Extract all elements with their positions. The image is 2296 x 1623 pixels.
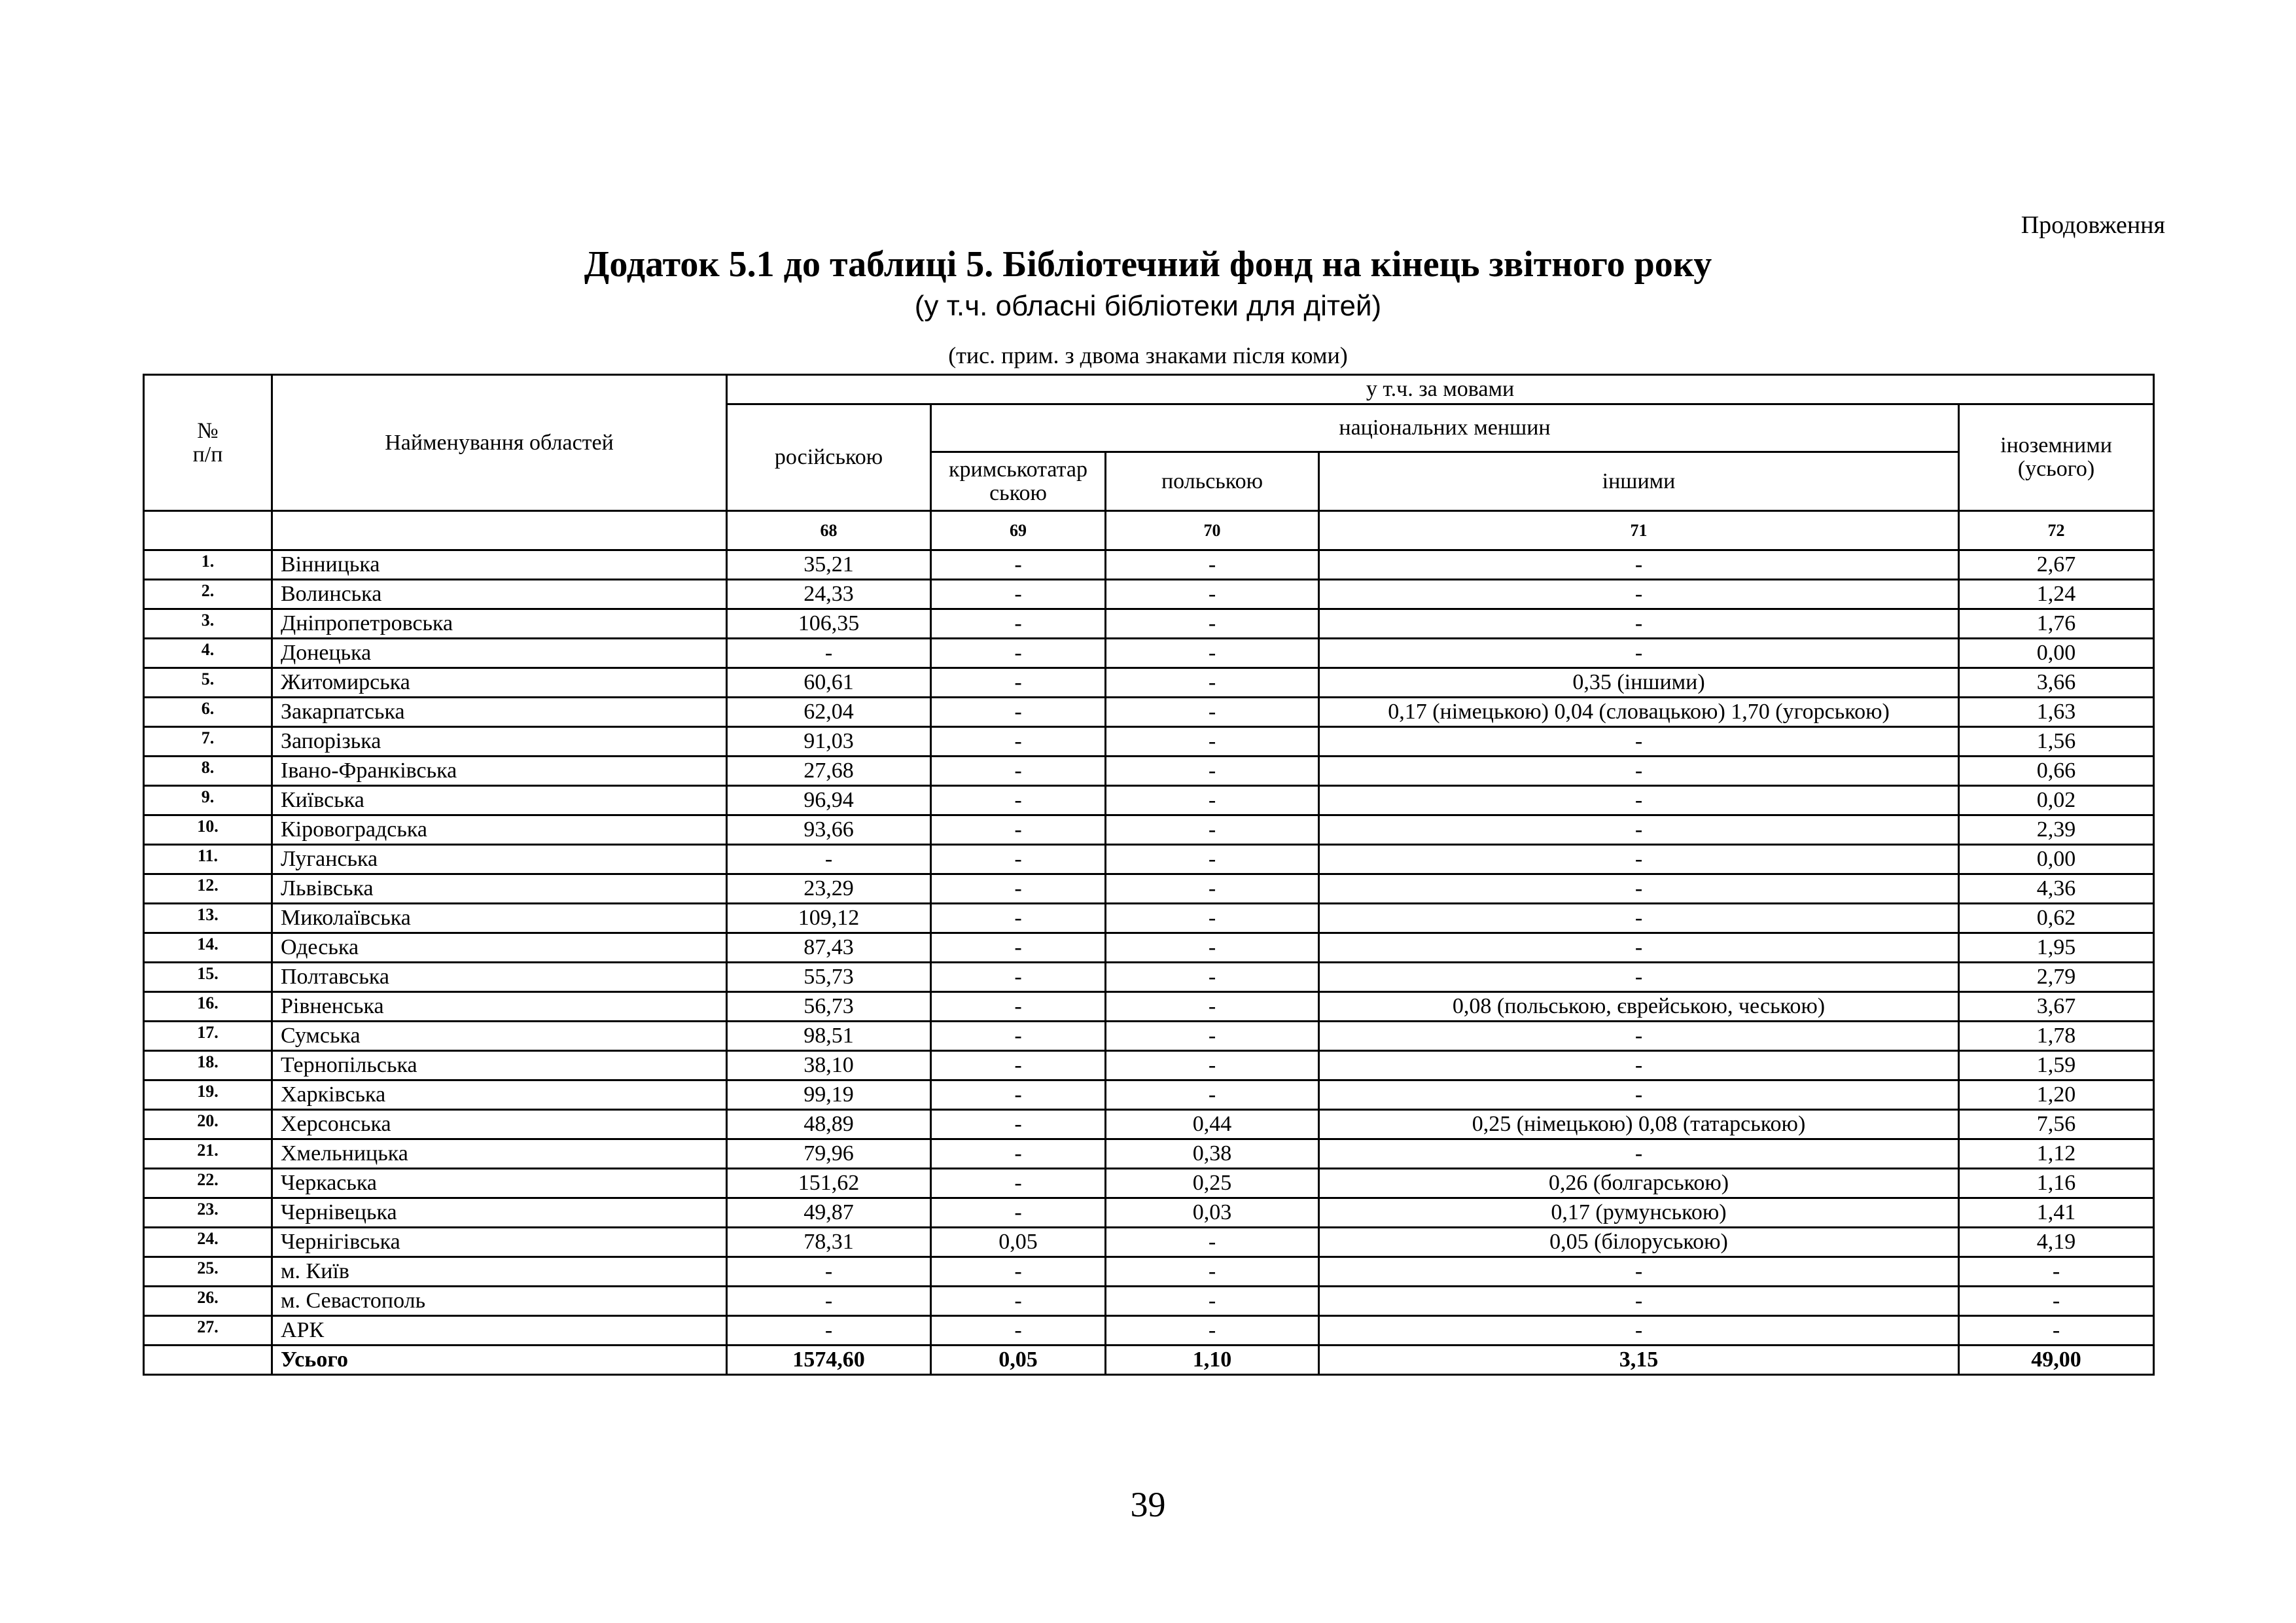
table-row [144,639,2154,668]
foreign-value: 0,62 [1959,904,2154,933]
russian-value: - [727,1316,931,1346]
region-name: Івано-Франківська [272,757,727,786]
polish-value: - [1106,609,1319,639]
table-row [144,1080,2154,1110]
header-num-blank [144,511,272,550]
russian-value: - [727,845,931,874]
russian-value: 49,87 [727,1198,931,1228]
continuation-label: Продовження [2021,211,2165,239]
region-name: Дніпропетровська [272,609,727,639]
crimean-tatar-value: - [931,1287,1106,1316]
polish-value: - [1106,1228,1319,1257]
russian-value: 78,31 [727,1228,931,1257]
row-number: 10. [144,815,272,845]
polish-value: 0,38 [1106,1139,1319,1169]
russian-value: 48,89 [727,1110,931,1139]
russian-value: 24,33 [727,580,931,609]
region-name: АРК [272,1316,727,1346]
table-row [144,580,2154,609]
total-russian: 1574,60 [727,1346,931,1375]
row-number: 21. [144,1139,272,1169]
polish-value: - [1106,698,1319,727]
foreign-value: 4,36 [1959,874,2154,904]
others-value: - [1319,963,1959,992]
polish-value: - [1106,874,1319,904]
russian-value: 151,62 [727,1169,931,1198]
table-row [144,668,2154,698]
polish-value: - [1106,963,1319,992]
total-num-cell [144,1346,272,1375]
crimean-tatar-value: - [931,609,1106,639]
table-row [144,1051,2154,1080]
table-row [144,1139,2154,1169]
row-number: 11. [144,845,272,874]
crimean-tatar-value: - [931,1080,1106,1110]
region-name: Чернігівська [272,1228,727,1257]
table-row [144,845,2154,874]
russian-value: 38,10 [727,1051,931,1080]
others-value: - [1319,1080,1959,1110]
col-number-71: 71 [1319,511,1959,550]
crimean-tatar-value: - [931,963,1106,992]
table-body [144,550,2154,1346]
russian-value: 93,66 [727,815,931,845]
page-title: Додаток 5.1 до таблиці 5. Бібліотечний фонд на кінець звітного року [584,244,1712,285]
polish-value: 0,03 [1106,1198,1319,1228]
table-row [144,992,2154,1022]
header-foreign: іноземними (усього) [1959,404,2154,511]
foreign-value: 3,66 [1959,668,2154,698]
units-note: (тис. прим. з двома знаками після коми) [948,342,1348,368]
header-polish: польською [1106,452,1319,511]
library-fund-table [143,374,2155,1376]
polish-value: - [1106,639,1319,668]
table-row [144,1110,2154,1139]
polish-value: - [1106,992,1319,1022]
row-number: 16. [144,992,272,1022]
row-number: 1. [144,550,272,580]
polish-value: - [1106,933,1319,963]
russian-value: - [727,1257,931,1287]
crimean-tatar-value: - [931,874,1106,904]
region-name: Вінницька [272,550,727,580]
header-region-name: Найменування областей [272,375,727,511]
region-name: Полтавська [272,963,727,992]
crimean-tatar-value: - [931,727,1106,757]
region-name: Хмельницька [272,1139,727,1169]
region-name: Одеська [272,933,727,963]
crimean-tatar-value: - [931,1316,1106,1346]
crimean-tatar-value: - [931,639,1106,668]
header-russian: російською [727,404,931,511]
crimean-tatar-value: - [931,1257,1106,1287]
polish-value: - [1106,1257,1319,1287]
row-number: 22. [144,1169,272,1198]
russian-value: 55,73 [727,963,931,992]
russian-value: 109,12 [727,904,931,933]
polish-value: - [1106,1051,1319,1080]
header-num: № п/п [144,375,272,511]
crimean-tatar-value: - [931,1169,1106,1198]
russian-value: 87,43 [727,933,931,963]
row-number: 6. [144,698,272,727]
crimean-tatar-value: - [931,1022,1106,1051]
row-number: 2. [144,580,272,609]
crimean-tatar-value: - [931,1198,1106,1228]
row-number: 4. [144,639,272,668]
polish-value: - [1106,845,1319,874]
foreign-value: 4,19 [1959,1228,2154,1257]
russian-value: 98,51 [727,1022,931,1051]
foreign-value: 1,63 [1959,698,2154,727]
crimean-tatar-value: - [931,1051,1106,1080]
page-subtitle: (у т.ч. обласні бібліотеки для дітей) [914,290,1382,322]
crimean-tatar-value: 0,05 [931,1228,1106,1257]
russian-value: 99,19 [727,1080,931,1110]
total-label: Усього [272,1346,727,1375]
row-number: 3. [144,609,272,639]
table-row [144,698,2154,727]
polish-value: 0,44 [1106,1110,1319,1139]
total-others: 3,15 [1319,1346,1959,1375]
region-name: Тернопільська [272,1051,727,1080]
table-row [144,550,2154,580]
region-name: Запорізька [272,727,727,757]
crimean-tatar-value: - [931,757,1106,786]
russian-value: - [727,639,931,668]
region-name: м. Севастополь [272,1287,727,1316]
region-name: Волинська [272,580,727,609]
crimean-tatar-value: - [931,992,1106,1022]
row-number: 9. [144,786,272,815]
region-name: м. Київ [272,1257,727,1287]
others-value: - [1319,639,1959,668]
foreign-value: 0,66 [1959,757,2154,786]
russian-value: 60,61 [727,668,931,698]
row-number: 25. [144,1257,272,1287]
foreign-value: 2,39 [1959,815,2154,845]
polish-value: - [1106,786,1319,815]
table-row [144,874,2154,904]
polish-value: - [1106,815,1319,845]
crimean-tatar-value: - [931,668,1106,698]
polish-value: - [1106,1022,1319,1051]
others-value: - [1319,757,1959,786]
foreign-value: 0,00 [1959,639,2154,668]
foreign-value: 1,56 [1959,727,2154,757]
others-value: - [1319,933,1959,963]
total-row [144,1346,2154,1375]
russian-value: 35,21 [727,550,931,580]
others-value: 0,05 (білоруською) [1319,1228,1959,1257]
others-value: 0,35 (іншими) [1319,668,1959,698]
table-row [144,904,2154,933]
others-value: - [1319,874,1959,904]
crimean-tatar-value: - [931,1139,1106,1169]
crimean-tatar-value: - [931,550,1106,580]
others-value: - [1319,580,1959,609]
others-value: 0,17 (румунською) [1319,1198,1959,1228]
polish-value: - [1106,1287,1319,1316]
row-number: 26. [144,1287,272,1316]
others-value: - [1319,1051,1959,1080]
col-number-72: 72 [1959,511,2154,550]
russian-value: 91,03 [727,727,931,757]
crimean-tatar-value: - [931,845,1106,874]
russian-value: 23,29 [727,874,931,904]
row-number: 20. [144,1110,272,1139]
table-row [144,757,2154,786]
others-value: - [1319,727,1959,757]
table-row [144,1228,2154,1257]
polish-value: - [1106,668,1319,698]
region-name: Чернівецька [272,1198,727,1228]
header-national-minorities: національних меншин [931,404,1959,452]
row-number: 17. [144,1022,272,1051]
others-value: - [1319,1139,1959,1169]
foreign-value: 0,00 [1959,845,2154,874]
others-value: - [1319,845,1959,874]
crimean-tatar-value: - [931,815,1106,845]
crimean-tatar-value: - [931,933,1106,963]
others-value: - [1319,609,1959,639]
russian-value: - [727,1287,931,1316]
polish-value: - [1106,904,1319,933]
table-row [144,963,2154,992]
polish-value: - [1106,1080,1319,1110]
crimean-tatar-value: - [931,904,1106,933]
row-number: 23. [144,1198,272,1228]
others-value: 0,26 (болгарською) [1319,1169,1959,1198]
region-name: Львівська [272,874,727,904]
others-value: - [1319,815,1959,845]
col-number-69: 69 [931,511,1106,550]
row-number: 14. [144,933,272,963]
polish-value: - [1106,550,1319,580]
polish-value: - [1106,580,1319,609]
others-value: 0,17 (німецькою) 0,04 (словацькою) 1,70 (угорською) [1319,698,1959,727]
total-crimean-tatar: 0,05 [931,1346,1106,1375]
col-number-68: 68 [727,511,931,550]
foreign-value: 1,12 [1959,1139,2154,1169]
header-name-blank [272,511,727,550]
foreign-value: - [1959,1287,2154,1316]
others-value: 0,08 (польською, єврейською, чеською) [1319,992,1959,1022]
foreign-value: 1,76 [1959,609,2154,639]
region-name: Черкаська [272,1169,727,1198]
russian-value: 27,68 [727,757,931,786]
row-number: 13. [144,904,272,933]
others-value: - [1319,904,1959,933]
row-number: 8. [144,757,272,786]
table-row [144,786,2154,815]
region-name: Кіровоградська [272,815,727,845]
table-row [144,1022,2154,1051]
region-name: Миколаївська [272,904,727,933]
region-name: Харківська [272,1080,727,1110]
polish-value: - [1106,727,1319,757]
region-name: Рівненська [272,992,727,1022]
region-name: Сумська [272,1022,727,1051]
total-polish: 1,10 [1106,1346,1319,1375]
table-row [144,1169,2154,1198]
row-number: 19. [144,1080,272,1110]
row-number: 24. [144,1228,272,1257]
russian-value: 62,04 [727,698,931,727]
russian-value: 106,35 [727,609,931,639]
col-number-70: 70 [1106,511,1319,550]
table-row [144,933,2154,963]
polish-value: - [1106,1316,1319,1346]
others-value: - [1319,1022,1959,1051]
row-number: 7. [144,727,272,757]
polish-value: - [1106,757,1319,786]
russian-value: 56,73 [727,992,931,1022]
foreign-value: - [1959,1257,2154,1287]
foreign-value: 1,95 [1959,933,2154,963]
table-row [144,727,2154,757]
others-value: - [1319,1316,1959,1346]
row-number: 15. [144,963,272,992]
region-name: Луганська [272,845,727,874]
crimean-tatar-value: - [931,786,1106,815]
row-number: 18. [144,1051,272,1080]
table-row [144,1198,2154,1228]
foreign-value: 0,02 [1959,786,2154,815]
header-others: іншими [1319,452,1959,511]
others-value: - [1319,1287,1959,1316]
foreign-value: 1,78 [1959,1022,2154,1051]
table-row [144,815,2154,845]
table-row [144,1316,2154,1346]
crimean-tatar-value: - [931,580,1106,609]
russian-value: 79,96 [727,1139,931,1169]
others-value: - [1319,550,1959,580]
region-name: Донецька [272,639,727,668]
table-row [144,1287,2154,1316]
total-foreign: 49,00 [1959,1346,2154,1375]
foreign-value: 1,41 [1959,1198,2154,1228]
page-number: 39 [1130,1485,1166,1524]
foreign-value: 2,79 [1959,963,2154,992]
table-row [144,609,2154,639]
region-name: Херсонська [272,1110,727,1139]
others-value: 0,25 (німецькою) 0,08 (татарською) [1319,1110,1959,1139]
russian-value: 96,94 [727,786,931,815]
foreign-value: 1,24 [1959,580,2154,609]
table-row [144,1257,2154,1287]
crimean-tatar-value: - [931,1110,1106,1139]
header-crimean-tatar: кримськотатар ською [931,452,1106,511]
foreign-value: 1,20 [1959,1080,2154,1110]
region-name: Житомирська [272,668,727,698]
region-name: Київська [272,786,727,815]
row-number: 5. [144,668,272,698]
crimean-tatar-value: - [931,698,1106,727]
header-by-language: у т.ч. за мовами [727,375,2154,404]
region-name: Закарпатська [272,698,727,727]
polish-value: 0,25 [1106,1169,1319,1198]
others-value: - [1319,1257,1959,1287]
foreign-value: 3,67 [1959,992,2154,1022]
foreign-value: 7,56 [1959,1110,2154,1139]
foreign-value: 1,16 [1959,1169,2154,1198]
foreign-value: - [1959,1316,2154,1346]
row-number: 27. [144,1316,272,1346]
row-number: 12. [144,874,272,904]
others-value: - [1319,786,1959,815]
foreign-value: 2,67 [1959,550,2154,580]
foreign-value: 1,59 [1959,1051,2154,1080]
